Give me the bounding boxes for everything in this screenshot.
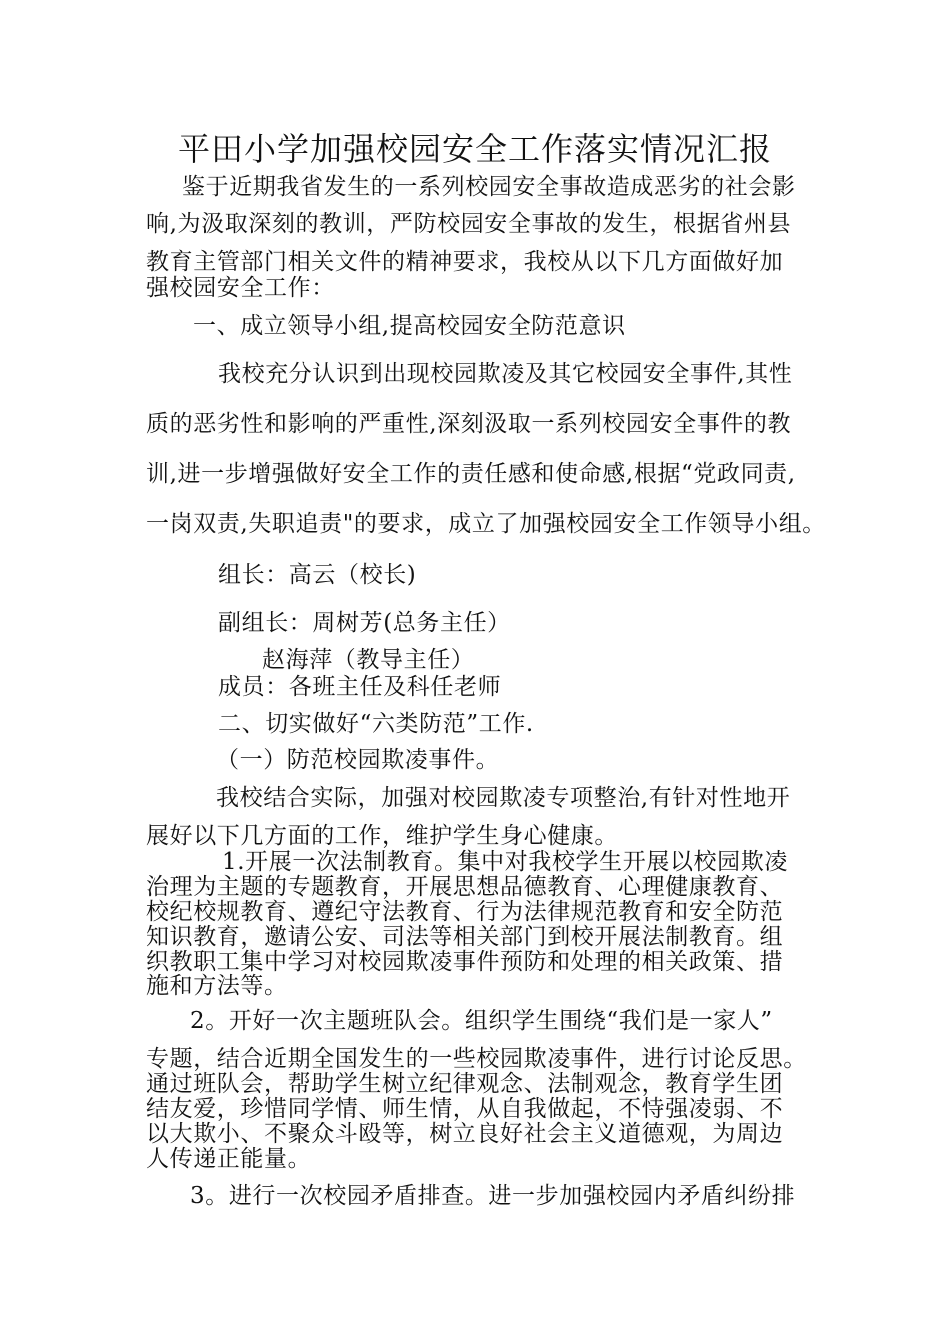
- subsection1-body-line: 展好以下几方面的工作，维护学生身心健康。: [146, 823, 618, 849]
- intro-line: 响,为汲取深刻的教训，严防校园安全事故的发生，根据省州县: [146, 211, 792, 237]
- leader-line: 组长：高云（校长): [218, 562, 417, 588]
- subsection1-body-line: 我校结合实际，加强对校园欺凌专项整治,有针对性地开: [216, 785, 791, 811]
- item2-line: 2。开好一次主题班队会。组织学生围绕“我们是一家人”: [190, 1008, 773, 1034]
- item2-line: 专题，结合近期全国发生的一些校园欺凌事件，进行讨论反思。: [146, 1046, 807, 1072]
- item2-line: 结友爱，珍惜同学情、师生情，从自我做起，不恃强凌弱、不: [146, 1096, 784, 1122]
- item2-line: 通过班队会，帮助学生树立纪律观念、法制观念，教育学生团: [146, 1071, 784, 1097]
- subsection1-heading: （一）防范校园欺凌事件。: [216, 747, 500, 773]
- item2-line: 以大欺小、不聚众斗殴等，树立良好社会主义道德观，为周边: [146, 1121, 784, 1147]
- section1-body-line: 一岗双责,失职追责"的要求，成立了加强校园安全工作领导小组。: [146, 511, 826, 537]
- item1-line: 1.开展一次法制教育。集中对我校学生开展以校园欺凌: [222, 849, 788, 875]
- intro-line: 强校园安全工作：: [146, 275, 335, 301]
- item1-line: 织教职工集中学习对校园欺凌事件预防和处理的相关政策、措: [146, 949, 784, 975]
- item1-line: 校纪校规教育、遵纪守法教育、行为法律规范教育和安全防范: [146, 899, 784, 925]
- section1-body-line: 训,进一步增强做好安全工作的责任感和使命感,根据“党政同责,: [146, 461, 796, 487]
- section1-heading: 一、成立领导小组,提高校园安全防范意识: [193, 313, 626, 339]
- deputy2-line: 赵海萍（教导主任）: [262, 647, 475, 673]
- item3-line: 3。进行一次校园矛盾排查。进一步加强校园内矛盾纠纷排: [190, 1183, 796, 1209]
- item2-line: 人传递正能量。: [146, 1146, 312, 1172]
- section1-body-line: 质的恶劣性和影响的严重性,深刻汲取一系列校园安全事件的教: [146, 411, 792, 437]
- item1-line: 施和方法等。: [146, 973, 288, 999]
- document-title: 平田小学加强校园安全工作落实情况汇报: [177, 130, 772, 168]
- item1-line: 知识教育，邀请公安、司法等相关部门到校开展法制教育。组: [146, 924, 784, 950]
- members-line: 成员：各班主任及科任老师: [218, 674, 502, 700]
- intro-line: 教育主管部门相关文件的精神要求，我校从以下几方面做好加: [146, 249, 784, 275]
- deputy-line: 副组长：周树芳(总务主任）: [218, 610, 511, 636]
- item1-line: 治理为主题的专题教育，开展思想品德教育、心理健康教育、: [146, 874, 784, 900]
- intro-line: 鉴于近期我省发生的一系列校园安全事故造成恶劣的社会影: [182, 174, 796, 200]
- section2-heading: 二、切实做好“六类防范”工作.: [218, 711, 534, 737]
- section1-body-line: 我校充分认识到出现校园欺凌及其它校园安全事件,其性: [218, 361, 793, 387]
